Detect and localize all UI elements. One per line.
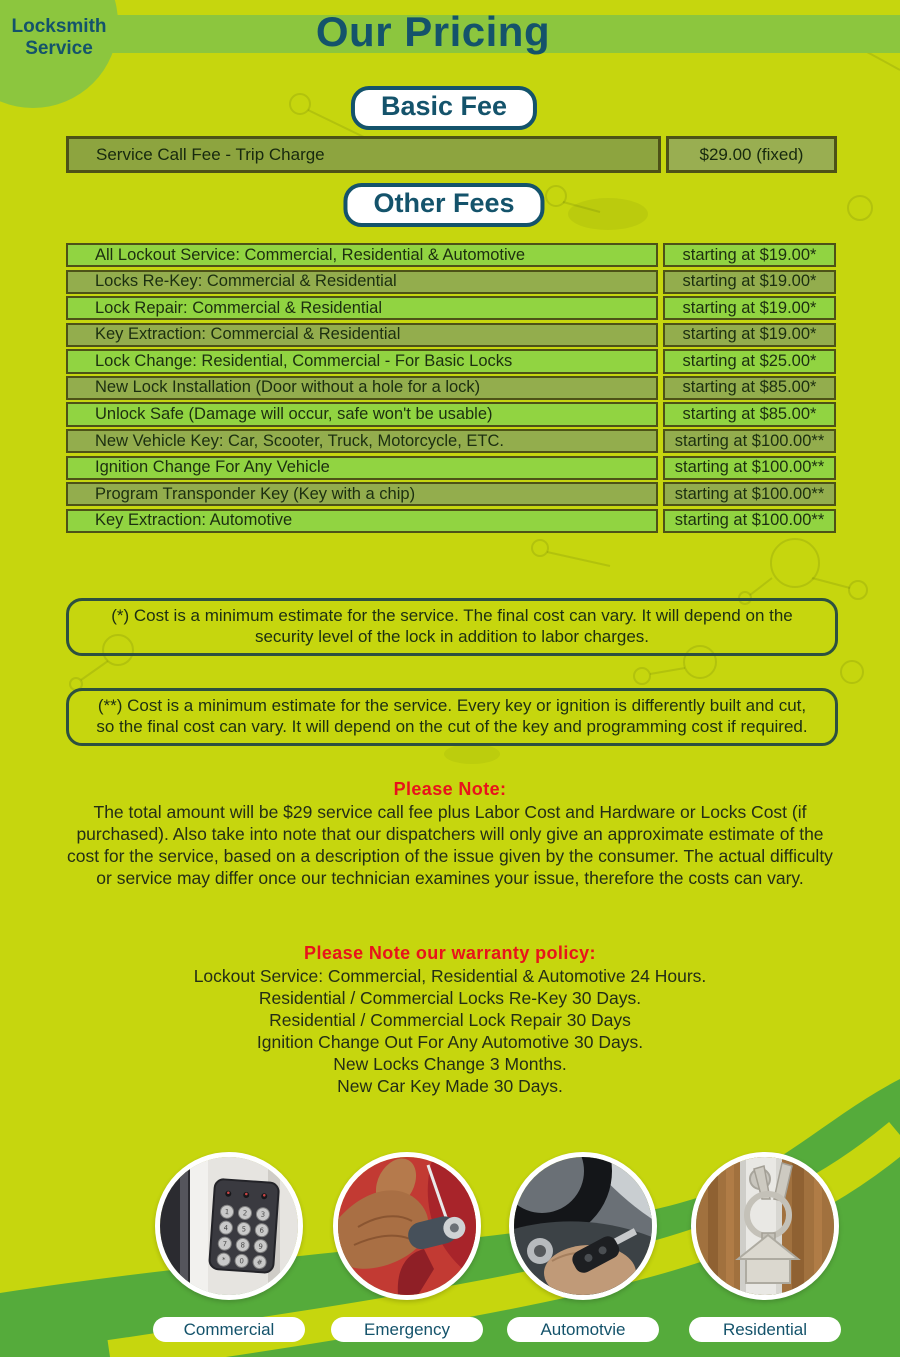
fee-price: starting at $100.00** <box>663 429 836 453</box>
fee-price: starting at $19.00* <box>663 323 836 347</box>
fee-price: starting at $19.00* <box>663 270 836 294</box>
svg-text:1: 1 <box>224 1208 230 1217</box>
fee-price: starting at $19.00* <box>663 296 836 320</box>
fee-price: starting at $85.00* <box>663 376 836 400</box>
brand-line2: Service <box>25 38 93 59</box>
fee-service: All Lockout Service: Commercial, Residential & Automotive <box>66 243 658 267</box>
category-label-commercial[interactable]: Commercial <box>153 1317 305 1342</box>
category-label-emergency[interactable]: Emergency <box>331 1317 483 1342</box>
fee-service: New Vehicle Key: Car, Scooter, Truck, Motorcycle, ETC. <box>66 429 658 453</box>
warranty-item: Lockout Service: Commercial, Residential & Automotive 24 Hours. <box>193 966 707 986</box>
basic-fee-heading: Basic Fee <box>351 86 537 130</box>
fee-service: Locks Re-Key: Commercial & Residential <box>66 270 658 294</box>
emergency-photo[interactable] <box>333 1152 481 1300</box>
warranty-item: New Locks Change 3 Months. <box>333 1054 567 1074</box>
category-label-automotive[interactable]: Automotvie <box>507 1317 659 1342</box>
warranty-item: New Car Key Made 30 Days. <box>337 1076 563 1096</box>
warranty-item: Residential / Commercial Lock Repair 30 Days <box>269 1010 631 1030</box>
svg-text:6: 6 <box>259 1226 265 1235</box>
please-note-body: The total amount will be $29 service call fee plus Labor Cost and Hardware or Locks Cost (if purchased). Also take into note that our dispatchers will only give an approximate estimate of the cost for the service, based on a description of the issue given by the consumer. The actual difficulty or service may differ once our technician examines your issue, therefore the costs can vary. <box>67 802 833 888</box>
fee-service: Ignition Change For Any Vehicle <box>66 456 658 480</box>
other-fees-heading: Other Fees <box>343 183 544 227</box>
fee-service: Key Extraction: Commercial & Residential <box>66 323 658 347</box>
svg-text:4: 4 <box>223 1224 229 1233</box>
automotive-photo[interactable] <box>509 1152 657 1300</box>
fee-service: Lock Repair: Commercial & Residential <box>66 296 658 320</box>
svg-text:*: * <box>221 1255 226 1265</box>
brand-line1: Locksmith <box>11 16 107 37</box>
fee-price: starting at $100.00** <box>663 456 836 480</box>
fee-price: starting at $85.00* <box>663 402 836 426</box>
page-title: Our Pricing <box>315 8 551 55</box>
warranty-list <box>0 965 900 1097</box>
fee-price: starting at $100.00** <box>663 509 836 533</box>
note-single-asterisk: (*) Cost is a minimum estimate for the service. The final cost can vary. It will depend on the security level of the lock in addition to labor charges. <box>66 598 838 656</box>
fee-service: New Lock Installation (Door without a hole for a lock) <box>66 376 658 400</box>
fee-service: Unlock Safe (Damage will occur, safe won't be usable) <box>66 402 658 426</box>
warranty-item: Residential / Commercial Locks Re-Key 30 Days. <box>258 988 642 1008</box>
fee-service: Key Extraction: Automotive <box>66 509 658 533</box>
svg-text:2: 2 <box>242 1209 248 1218</box>
please-note-heading: Please Note: <box>393 779 507 799</box>
fee-service: Lock Change: Residential, Commercial - For Basic Locks <box>66 349 658 373</box>
note-double-asterisk: (**) Cost is a minimum estimate for the service. Every key or ignition is differently built and cut, so the final cost can vary. It will depend on the cut of the key and programming cost if required. <box>66 688 838 746</box>
svg-text:#: # <box>256 1258 263 1267</box>
basic-fee-service: Service Call Fee - Trip Charge <box>66 136 661 173</box>
basic-fee-price: $29.00 (fixed) <box>666 136 837 173</box>
svg-text:5: 5 <box>241 1225 247 1234</box>
warranty-item: Ignition Change Out For Any Automotive 30 Days. <box>256 1032 644 1052</box>
other-fees-table <box>66 243 836 533</box>
svg-text:8: 8 <box>240 1241 246 1250</box>
fee-service: Program Transponder Key (Key with a chip) <box>66 482 658 506</box>
svg-text:7: 7 <box>222 1239 228 1249</box>
brand-logo <box>0 16 118 60</box>
svg-text:9: 9 <box>258 1242 264 1251</box>
commercial-photo[interactable] <box>155 1152 303 1300</box>
basic-fee-table <box>66 136 837 173</box>
residential-photo[interactable] <box>691 1152 839 1300</box>
fee-price: starting at $19.00* <box>663 243 836 267</box>
warranty-heading: Please Note our warranty policy: <box>304 943 596 963</box>
category-label-residential[interactable]: Residential <box>689 1317 841 1342</box>
svg-text:3: 3 <box>260 1210 266 1219</box>
svg-text:0: 0 <box>239 1257 245 1266</box>
fee-price: starting at $25.00* <box>663 349 836 373</box>
fee-price: starting at $100.00** <box>663 482 836 506</box>
